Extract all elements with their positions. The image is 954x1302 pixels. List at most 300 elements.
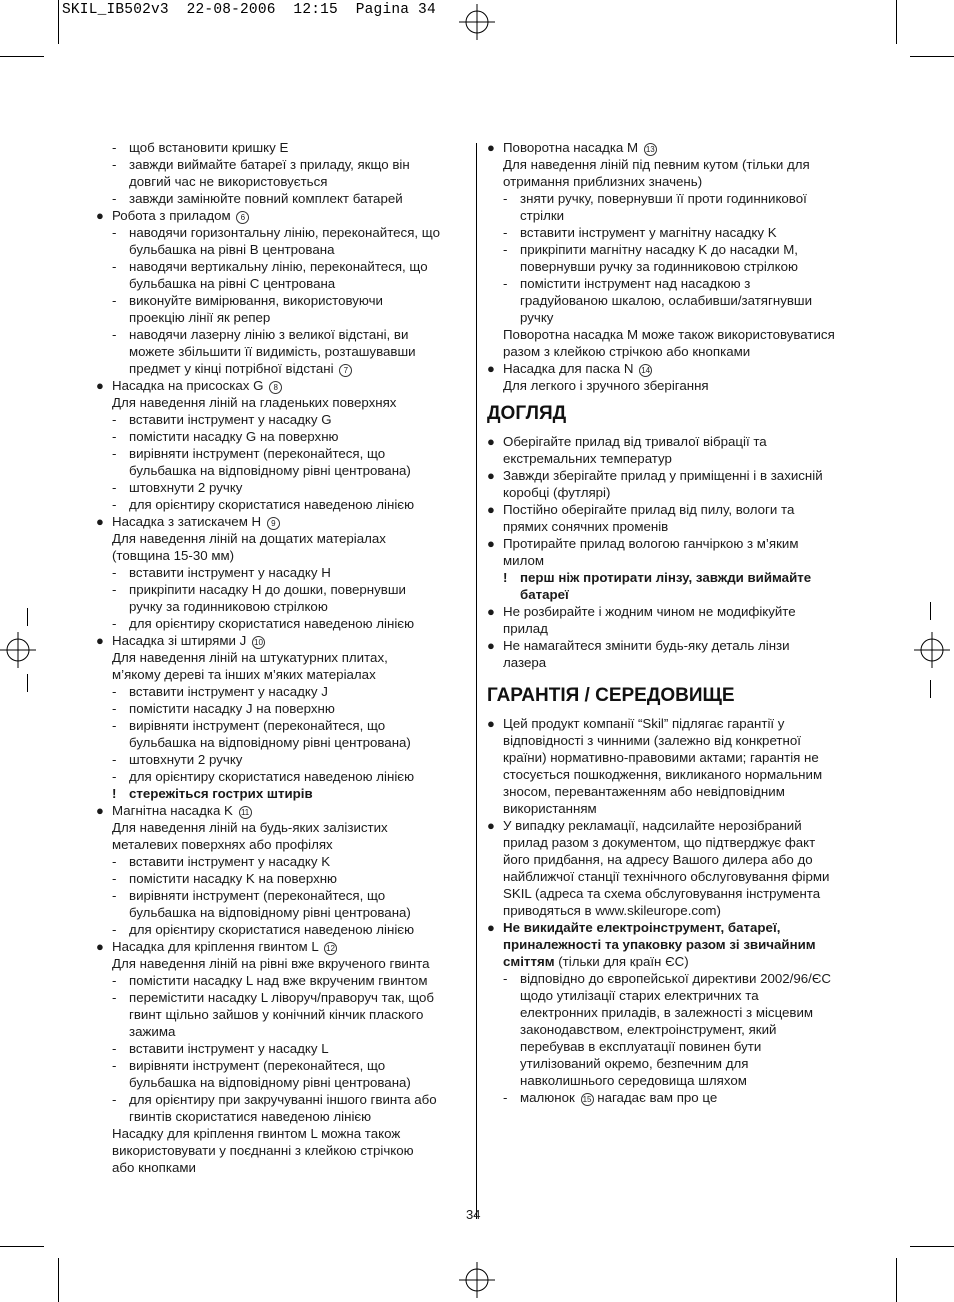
text-span: помістити насадку L над вже вкрученим гвинтом [129,973,428,988]
text-span: вирівняти інструмент (переконайтеся, що [129,718,386,733]
bullet-item [487,501,862,518]
list-item [487,275,862,292]
list-item [96,139,466,156]
text-span: Поворотна насадка M може також використовуватися [503,327,835,342]
bullet-item-cont [487,450,862,467]
text-span: зняти ручку, повернувши її проти годинникової [520,191,807,206]
text-span: наводячи горизонтальну лінію, переконайтеся, що [129,225,440,240]
list-item [96,1091,466,1108]
dash-marker: - [112,684,117,699]
crop-mark [58,1258,59,1302]
text-span: Не викидайте електроінструмент, батареї, [503,920,781,935]
text-span: вирівняти інструмент (переконайтеся, що [129,888,386,903]
text-span: металевих поверхнях або профілях [112,837,333,852]
list-item [487,241,862,258]
text-span: вставити інструмент у насадку G [129,412,332,427]
list-item-cont [487,258,862,275]
text-span: SKIL (адреса та схема обслуговування інструмента [503,886,821,901]
bullet-item-cont [487,766,862,783]
bullet-item-m [487,139,862,156]
dash-marker: - [112,327,117,342]
list-item-cont [487,1072,862,1089]
text-span: Насадку для кріплення гвинтом L можна також [112,1126,401,1141]
crop-mark [910,1246,954,1247]
crop-mark [896,0,897,44]
list-item-cont [96,598,466,615]
text-span: використанням [503,801,597,816]
text-span: разом з клейкою стрічкою або кнопками [503,344,751,359]
bullet-icon: ● [487,434,495,449]
text-span: помістити інструмент над насадкою з [520,276,751,291]
bullet-item-cont [487,851,862,868]
list-item-cont [96,1006,466,1023]
text-span: Для наведення ліній на штукатурних плитах, [112,650,388,665]
text-span: Насадка для кріплення гвинтом L [112,939,319,954]
item-desc [96,394,466,411]
bullet-item [487,817,862,834]
dash-marker: - [112,446,117,461]
text-span: найближчої станції технічного обслуговування фірми [503,869,830,884]
list-item [96,258,466,275]
figure-ref-icon: 12 [324,942,337,955]
list-item-cont [96,734,466,751]
list-item [96,887,466,904]
dash-marker: - [112,1058,117,1073]
list-item [96,326,466,343]
bullet-item [487,919,862,936]
text-span: екстремальних температур [503,451,672,466]
warning-icon: ! [112,786,117,801]
text-span: Для наведення ліній на будь-яких залізистих [112,820,388,835]
bullet-icon: ● [487,920,495,935]
bullet-icon: ● [96,378,104,393]
registration-tick [930,680,931,698]
bullet-item [487,535,862,552]
item-desc [487,173,862,190]
text-span: перебував в експлуатації повинен бути [520,1039,762,1054]
text-span: відповідності з чинними (залежно від конкретної [503,733,801,748]
list-item [487,970,862,987]
dash-marker: - [503,971,508,986]
figure-ref-icon: 9 [267,517,280,530]
bullet-item [487,433,862,450]
bullet-item-cont [487,518,862,535]
text-span: вставити інструмент у насадку L [129,1041,329,1056]
text-span: помістити насадку K на поверхню [129,871,338,886]
text-span: м’якому дереві та інших м’яких матеріалах [112,667,376,682]
text-span: для орієнтиру скористатися наведеною лінією [129,922,415,937]
text-span: використовувати у поєднанні з клейкою стрічкою [112,1143,414,1158]
figure-ref-icon: 6 [236,211,249,224]
text-span: помістити насадку J на поверхню [129,701,335,716]
bullet-item-cont [487,953,862,970]
bullet-item-cont [487,834,862,851]
text-span: приводяться в www.skileurope.com) [503,903,721,918]
dash-marker: - [503,242,508,257]
text-span: прилад [503,621,548,636]
text-span: Для легкого і зручного зберігання [503,378,709,393]
bullet-item-n [487,360,862,377]
bullet-item-g [96,377,466,394]
bullet-item [487,637,862,654]
text-span: Постійно оберігайте прилад від пилу, вологи та [503,502,795,517]
text-span: ручку за годинниковою стрілкою [129,599,328,614]
text-span: градуйованою шкалою, ослабивши/затягнувши [520,293,813,308]
section-heading-care: ДОГЛЯД [487,403,567,424]
text-span: вставити інструмент у насадку J [129,684,328,699]
text-span: перш ніж протирати лінзу, завжди виймайте [520,570,812,585]
dash-marker: - [503,225,508,240]
figure-ref-icon: 14 [639,364,652,377]
item-desc [96,530,466,547]
dash-marker: - [112,582,117,597]
text-span: Протирайте прилад вологою ганчіркою з м’яким [503,536,799,551]
text-span: прилад разом з документом, що підтверджує факт [503,835,816,850]
dash-marker: - [112,157,117,172]
left-column [96,139,466,1176]
list-item-cont [96,462,466,479]
bullet-item-work [96,207,466,224]
text-span: прямих сонячних променів [503,519,669,534]
list-item [96,853,466,870]
text-span: прикріпити магнітну насадку K до насадки M, [520,242,799,257]
bullet-item-cont [487,868,862,885]
text-span: батареї [520,587,569,602]
list-item [96,1040,466,1057]
text-span: ручку [520,310,554,325]
list-item-cont [487,1004,862,1021]
item-note [96,1125,466,1142]
dash-marker: - [112,497,117,512]
text-span: Для наведення ліній під певним кутом (тільки для [503,157,810,172]
dash-marker: - [112,871,117,886]
bullet-icon: ● [487,536,495,551]
list-item-cont [487,1038,862,1055]
list-item [96,496,466,513]
list-item-cont [96,904,466,921]
dash-marker: - [112,990,117,1005]
figure-ref-icon: 15 [581,1093,594,1106]
text-span: гвинтів скористатися наведеною лінією [129,1109,372,1124]
text-span: законодавством, електроінструмент, який [520,1022,777,1037]
text-span: приналежності та упаковку разом зі звичайним [503,937,816,952]
list-item-cont [487,987,862,1004]
dash-marker: - [112,565,117,580]
bullet-item-cont [487,800,862,817]
text-span: для орієнтиру скористатися наведеною лінією [129,497,415,512]
text-span: бульбашка на відповідному рівні центрована) [129,735,411,750]
bullet-item-cont [487,783,862,800]
list-item [96,411,466,428]
registration-mark-icon [0,632,36,668]
list-item-cont [96,241,466,258]
dash-marker: - [112,616,117,631]
text-span: предмет у кінці потрібної відстані [129,361,334,376]
text-span: для орієнтиру скористатися наведеною лінією [129,769,415,784]
item-note [487,343,862,360]
bullet-icon: ● [96,633,104,648]
list-item [96,479,466,496]
text-span: бульбашка на відповідному рівні центрована) [129,463,411,478]
text-span: для орієнтиру скористатися наведеною лінією [129,616,415,631]
text-span: відповідно до європейської директиви 2002/96/ЄС [520,971,831,986]
text-span: завжди замінюйте повний комплект батарей [129,191,403,206]
text-span: завжди виймайте батареї з приладу, якщо він [129,157,410,172]
list-item [96,921,466,938]
bullet-item [487,603,862,620]
list-item [487,1089,862,1106]
list-item [96,870,466,887]
list-item [96,564,466,581]
bullet-item [487,715,862,732]
crop-mark [910,56,954,57]
text-span: Насадка зі штирями J [112,633,247,648]
bullet-item [487,467,862,484]
list-item [96,615,466,632]
dash-marker: - [112,480,117,495]
list-item [96,190,466,207]
text-span: можете збільшити її видимість, розташувавши [129,344,416,359]
text-span: вставити інструмент у магнітну насадку K [520,225,777,240]
text-span: наводячи вертикальну лінію, переконайтеся, що [129,259,428,274]
list-item [96,224,466,241]
text-span: вирівняти інструмент (переконайтеся, що [129,446,386,461]
list-item-cont [96,360,466,377]
bullet-item-cont [487,552,862,569]
list-item [96,989,466,1006]
text-span: Завжди зберігайте прилад у приміщенні і в захисній [503,468,823,483]
list-item [96,751,466,768]
list-item-cont [96,1108,466,1125]
text-span: або кнопками [112,1160,196,1175]
bullet-icon: ● [487,502,495,517]
text-span: гвинт щільно зайшов у конічний кінчик плаского [129,1007,424,1022]
dash-marker: - [112,922,117,937]
text-span: Не розбирайте і жодним чином не модифікуйте [503,604,796,619]
text-span: сміттям [503,954,555,969]
text-span: помістити насадку G на поверхню [129,429,339,444]
dash-marker: - [112,752,117,767]
text-span: Магнітна насадка K [112,803,233,818]
text-span: отримання приблизних значень) [503,174,703,189]
text-span: Насадка на присосках G [112,378,264,393]
item-desc [96,955,466,972]
figure-ref-icon: 13 [644,143,657,156]
dash-marker: - [112,191,117,206]
text-span: лазера [503,655,547,670]
text-span: вставити інструмент у насадку K [129,854,331,869]
bullet-icon: ● [487,818,495,833]
warning-item-cont [487,586,862,603]
print-header: SKIL_IB502v3 22-08-2006 12:15 Pagina 34 [62,2,436,18]
item-note [487,326,862,343]
item-desc [96,666,466,683]
text-span: коробці (футлярі) [503,485,611,500]
text-span: Оберігайте прилад від тривалої вібрації та [503,434,767,449]
text-span: вставити інструмент у насадку H [129,565,331,580]
text-span: штовхнути 2 ручку [129,480,243,495]
text-span: Не намагайтеся змінити будь-яку деталь лінзи [503,638,790,653]
figure-ref-icon: 7 [339,364,352,377]
text-span: (товщина 15-30 мм) [112,548,235,563]
dash-marker: - [112,718,117,733]
dash-marker: - [112,429,117,444]
dash-marker: - [112,259,117,274]
dash-marker: - [112,1041,117,1056]
dash-marker: - [503,1090,508,1105]
list-item [96,717,466,734]
right-column [487,139,862,1106]
figure-ref-icon: 10 [252,636,265,649]
text-span: прикріпити насадку H до дошки, повернувши [129,582,406,597]
list-item-cont [487,207,862,224]
item-desc [96,547,466,564]
text-span: бульбашка на відповідному рівні центрована) [129,1075,411,1090]
bullet-icon: ● [487,638,495,653]
text-span: стрілки [520,208,565,223]
bullet-icon: ● [96,803,104,818]
text-span: зносом, перевантаженням або невідповідним [503,784,785,799]
bullet-item-j [96,632,466,649]
bullet-item-cont [487,654,862,671]
text-span: його придбання, на адресу Вашого дилера або до [503,852,813,867]
text-span: щоб встановити кришку E [129,140,289,155]
bullet-icon: ● [487,716,495,731]
list-item [96,445,466,462]
bullet-icon: ● [487,361,495,376]
warning-item [96,785,466,802]
text-span: утилізований окремо, безпечним для [520,1056,749,1071]
text-span: Насадка з затискачем H [112,514,262,529]
column-divider [476,143,477,1219]
bullet-icon: ● [96,514,104,529]
registration-tick [27,674,28,692]
crop-mark [0,1246,44,1247]
list-item [487,224,862,241]
bullet-icon: ● [96,939,104,954]
list-item-cont [96,343,466,360]
bullet-item-h [96,513,466,530]
text-span: Цей продукт компанії “Skil” підлягає гарантії у [503,716,785,731]
crop-mark [58,0,59,44]
bullet-item-cont [487,749,862,766]
bullet-item-cont [487,484,862,501]
dash-marker: - [503,276,508,291]
text-span: бульбашка на відповідному рівні центрована) [129,905,411,920]
list-item [96,581,466,598]
dash-marker: - [112,769,117,784]
dash-marker: - [112,888,117,903]
bullet-item-cont [487,732,862,749]
text-span: повернувши ручку за годинниковою стрілкою [520,259,798,274]
text-span: навколишнього середовища шляхом [520,1073,747,1088]
text-span: (тільки для країн ЄС) [558,954,689,969]
registration-mark-icon [914,632,950,668]
registration-mark-icon [459,1262,495,1298]
item-desc [96,819,466,836]
text-span: Робота з приладом [112,208,231,223]
bullet-icon: ● [96,208,104,223]
list-item [96,428,466,445]
list-item [96,683,466,700]
item-note [96,1159,466,1176]
bullet-icon: ● [487,140,495,155]
list-item [96,768,466,785]
dash-marker: - [112,701,117,716]
section-heading-warranty: ГАРАНТІЯ / СЕРЕДОВИЩЕ [487,685,735,706]
dash-marker: - [112,854,117,869]
text-span: Для наведення ліній на дощатих матеріалах [112,531,386,546]
dash-marker: - [112,973,117,988]
figure-ref-icon: 11 [239,806,252,819]
text-span: Поворотна насадка M [503,140,639,155]
text-span: країни) нормативно-правовими актами; гарантія не [503,750,819,765]
text-span: милом [503,553,545,568]
list-item [96,292,466,309]
crop-mark [896,1258,897,1302]
text-span: Для наведення ліній на гладеньких поверхнях [112,395,397,410]
list-item-cont [96,275,466,292]
text-span: довгий час не використовується [129,174,328,189]
list-item [96,700,466,717]
text-span: проекцію лінії як репер [129,310,271,325]
text-span: виконуйте вимірювання, використовуючи [129,293,383,308]
warning-item [487,569,862,586]
list-item [96,1057,466,1074]
dash-marker: - [503,191,508,206]
item-desc [487,156,862,173]
bullet-item-k [96,802,466,819]
registration-tick [930,602,931,620]
list-item-cont [487,292,862,309]
bullet-item-cont [487,885,862,902]
bullet-icon: ● [487,468,495,483]
crop-mark [0,56,44,57]
bullet-item-cont [487,620,862,637]
list-item-cont [487,1021,862,1038]
list-item-cont [487,1055,862,1072]
page-number: 34 [466,1207,481,1222]
dash-marker: - [112,1092,117,1107]
text-span: нагадає вам про це [597,1090,718,1105]
text-span: У випадку рекламації, надсилайте нерозібраний [503,818,802,833]
text-span: наводячи лазерну лінію з великої відстані, ви [129,327,409,342]
list-item [487,190,862,207]
list-item-cont [96,1074,466,1091]
text-span: стережіться гострих штирів [129,786,313,801]
text-span: електронних приладів, в залежності з місцевим [520,1005,814,1020]
text-span: вирівняти інструмент (переконайтеся, що [129,1058,386,1073]
figure-ref-icon: 8 [269,381,282,394]
item-desc [96,836,466,853]
text-span: штовхнути 2 ручку [129,752,243,767]
item-desc [96,649,466,666]
item-desc [487,377,862,394]
text-span: стосується пошкодження, викликаного нормальним [503,767,823,782]
item-note [96,1142,466,1159]
text-span: бульбашка на рівні C центрована [129,276,336,291]
dash-marker: - [112,412,117,427]
text-span: малюнок [520,1090,575,1105]
text-span: зажима [129,1024,176,1039]
text-span: для орієнтиру при закручуванні іншого гвинта або [129,1092,437,1107]
list-item-cont [96,309,466,326]
registration-mark-icon [459,4,495,40]
warning-icon: ! [503,570,508,585]
bullet-item-cont [487,902,862,919]
text-span: Насадка для паска N [503,361,634,376]
list-item [96,156,466,173]
